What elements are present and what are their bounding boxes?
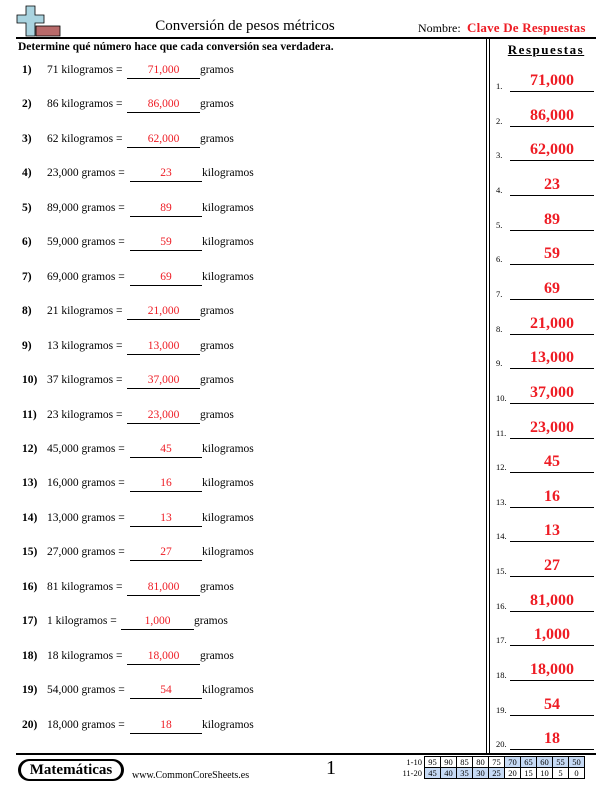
- problem-row: [0, 477, 480, 497]
- answer-blank[interactable]: 27: [130, 546, 202, 561]
- problem-unit: kilogramos: [202, 684, 254, 697]
- answer-blank[interactable]: 59: [130, 236, 202, 251]
- problem-expression: 13 kilogramos =: [47, 339, 123, 352]
- answer-key-number: 10.: [496, 392, 507, 403]
- answer-blank[interactable]: 18,000: [127, 650, 200, 665]
- problem-number: 15): [22, 546, 38, 559]
- problem-row: [0, 340, 480, 360]
- answer-key-value: 37,000: [510, 383, 594, 404]
- answer-blank[interactable]: 13: [130, 512, 202, 527]
- brand-label: Matemáticas: [21, 761, 121, 779]
- answer-key-number: 13.: [496, 496, 507, 507]
- problem-number: 7): [22, 270, 32, 283]
- problem-row: [0, 133, 480, 153]
- problem-unit: gramos: [200, 374, 234, 387]
- answer-key-row: [494, 313, 598, 335]
- score-row: [425, 768, 585, 779]
- answer-key-value: 16: [510, 487, 594, 508]
- problem-unit: kilogramos: [202, 236, 254, 249]
- page-number: 1: [326, 757, 336, 779]
- score-cell: 0: [569, 768, 585, 779]
- answer-key-row: [494, 555, 598, 577]
- problem-row: [0, 546, 480, 566]
- score-cell: 75: [489, 757, 505, 768]
- answer-blank[interactable]: 21,000: [127, 305, 200, 320]
- problem-row: [0, 581, 480, 601]
- score-cell: 80: [473, 757, 489, 768]
- problem-unit: gramos: [200, 305, 234, 318]
- problem-expression: 69,000 gramos =: [47, 270, 125, 283]
- problem-unit: gramos: [200, 408, 234, 421]
- answer-key-value: 18,000: [510, 660, 594, 681]
- answer-key-value: 59: [510, 244, 594, 265]
- problem-number: 19): [22, 684, 38, 697]
- problem-expression: 23 kilogramos =: [47, 408, 123, 421]
- score-cell: 65: [521, 757, 537, 768]
- problem-unit: gramos: [194, 615, 228, 628]
- answer-key-value: 18: [510, 729, 594, 750]
- answer-blank[interactable]: 81,000: [127, 581, 200, 596]
- answer-key-row: [494, 486, 598, 508]
- worksheet-title: Conversión de pesos métricos: [155, 18, 335, 34]
- score-cell: 95: [425, 757, 441, 768]
- answer-key-value: 71,000: [510, 71, 594, 92]
- problem-number: 10): [22, 374, 38, 387]
- score-cell: 25: [489, 768, 505, 779]
- answer-key-number: 6.: [496, 254, 503, 265]
- name-label: Nombre:: [418, 21, 461, 35]
- answer-blank[interactable]: 1,000: [121, 615, 194, 630]
- answer-blank[interactable]: 23,000: [127, 409, 200, 424]
- problem-row: [0, 409, 480, 429]
- answer-blank[interactable]: 89: [130, 202, 202, 217]
- problem-expression: 71 kilogramos =: [47, 64, 123, 76]
- problem-unit: kilogramos: [202, 511, 254, 524]
- answer-key-value: 89: [510, 210, 594, 231]
- problem-unit: kilogramos: [202, 442, 254, 455]
- answer-key-row: [494, 139, 598, 161]
- problem-row: [0, 271, 480, 291]
- answer-key-number: 4.: [496, 184, 503, 195]
- problem-number: 11): [22, 408, 37, 421]
- problem-number: 3): [22, 132, 32, 145]
- answer-key-row: [494, 243, 598, 265]
- answer-blank[interactable]: 23: [130, 167, 202, 182]
- problem-expression: 89,000 gramos =: [47, 201, 125, 214]
- score-cell: 60: [537, 757, 553, 768]
- answer-key-number: 20.: [496, 739, 507, 750]
- answer-key-row: [494, 70, 598, 92]
- answer-key-row: [494, 728, 598, 750]
- answer-key-number: 9.: [496, 358, 503, 369]
- answer-key-value: 54: [510, 695, 594, 716]
- score-row-label: 1-10: [406, 757, 422, 767]
- problem-row: [0, 167, 480, 187]
- answer-key-row: [494, 105, 598, 127]
- problem-expression: 27,000 gramos =: [47, 546, 125, 559]
- answer-key-number: 16.: [496, 600, 507, 611]
- problem-unit: kilogramos: [202, 201, 254, 214]
- answer-blank[interactable]: 71,000: [127, 64, 200, 79]
- answer-key-row: [494, 520, 598, 542]
- problem-row: [0, 650, 480, 670]
- problem-unit: kilogramos: [202, 546, 254, 559]
- score-cell: 45: [425, 768, 441, 779]
- answer-key-number: 1.: [496, 81, 503, 91]
- answer-key-value: 45: [510, 452, 594, 473]
- answer-key-value: 1,000: [510, 625, 594, 646]
- problem-unit: kilogramos: [202, 167, 254, 180]
- answer-key-row: [494, 659, 598, 681]
- problem-row: [0, 615, 480, 635]
- problem-row: [0, 64, 480, 84]
- problem-row: [0, 305, 480, 325]
- problem-expression: 86 kilogramos =: [47, 98, 123, 111]
- score-cell: 85: [457, 757, 473, 768]
- answer-key-value: 69: [510, 279, 594, 300]
- answer-key-row: [494, 174, 598, 196]
- score-cell: 90: [441, 757, 457, 768]
- answer-key-row: [494, 209, 598, 231]
- problem-unit: gramos: [200, 339, 234, 352]
- problem-expression: 16,000 gramos =: [47, 477, 125, 490]
- answer-key-number: 12.: [496, 462, 507, 473]
- problem-number: 1): [22, 64, 32, 76]
- score-cell: 40: [441, 768, 457, 779]
- score-row-labels: [392, 757, 422, 779]
- answer-blank[interactable]: 69: [130, 271, 202, 286]
- problem-expression: 1 kilogramos =: [47, 615, 117, 628]
- problem-number: 13): [22, 477, 38, 490]
- score-cell: 10: [537, 768, 553, 779]
- answer-key-row: [494, 417, 598, 439]
- answer-key-row: [494, 624, 598, 646]
- answer-key-value: 27: [510, 556, 594, 577]
- footer-divider: [16, 753, 596, 755]
- score-cell: 5: [553, 768, 569, 779]
- problem-expression: 54,000 gramos =: [47, 684, 125, 697]
- answer-key-value: 86,000: [510, 106, 594, 127]
- problem-expression: 45,000 gramos =: [47, 442, 125, 455]
- name-value: Clave De Respuestas: [467, 20, 586, 35]
- site-url: www.CommonCoreSheets.es: [132, 770, 250, 781]
- answer-key-value: 13: [510, 521, 594, 542]
- answer-key-number: 7.: [496, 288, 503, 299]
- problem-unit: gramos: [200, 132, 234, 145]
- answer-key-value: 23,000: [510, 418, 594, 439]
- problem-expression: 62 kilogramos =: [47, 132, 123, 145]
- problem-number: 20): [22, 718, 38, 731]
- problem-number: 14): [22, 511, 38, 524]
- answer-key-number: 3.: [496, 150, 503, 161]
- answer-key-number: 15.: [496, 566, 507, 577]
- answer-blank[interactable]: 16: [130, 477, 202, 492]
- answer-key-number: 11.: [496, 427, 507, 438]
- answer-key-number: 14.: [496, 531, 507, 542]
- problem-row: [0, 512, 480, 532]
- score-cell: 15: [521, 768, 537, 779]
- answer-key-number: 8.: [496, 323, 503, 334]
- problem-row: [0, 374, 480, 394]
- problem-unit: gramos: [200, 649, 234, 662]
- answer-blank[interactable]: 13,000: [127, 340, 200, 355]
- score-cell: 55: [553, 757, 569, 768]
- answer-blank[interactable]: 54: [130, 684, 202, 699]
- answer-key-row: [494, 382, 598, 404]
- problem-row: [0, 719, 480, 739]
- problem-row: [0, 236, 480, 256]
- problem-row: [0, 98, 480, 118]
- answer-key-number: 2.: [496, 115, 503, 126]
- answer-key-number: 17.: [496, 635, 507, 646]
- answer-key-row: [494, 694, 598, 716]
- score-table: [424, 756, 585, 779]
- problem-number: 17): [22, 615, 38, 628]
- column-divider-right: [489, 39, 490, 753]
- problem-number: 16): [22, 580, 38, 593]
- problem-unit: gramos: [200, 580, 234, 593]
- answer-key-value: 13,000: [510, 348, 594, 369]
- problem-number: 9): [22, 339, 32, 352]
- problem-expression: 13,000 gramos =: [47, 511, 125, 524]
- score-cell: 50: [569, 757, 585, 768]
- answer-key-number: 5.: [496, 219, 503, 230]
- problem-unit: gramos: [200, 98, 234, 111]
- score-cell: 35: [457, 768, 473, 779]
- answer-key-value: 62,000: [510, 140, 594, 161]
- answer-blank[interactable]: 86,000: [127, 98, 200, 113]
- problem-row: [0, 202, 480, 222]
- problem-unit: kilogramos: [202, 477, 254, 490]
- score-cell: 70: [505, 757, 521, 768]
- score-row-label: 11-20: [402, 768, 422, 778]
- answer-blank[interactable]: 62,000: [127, 133, 200, 148]
- header-divider: [16, 37, 596, 39]
- answer-key-row: [494, 347, 598, 369]
- problem-expression: 21 kilogramos =: [47, 305, 123, 318]
- problem-number: 18): [22, 649, 38, 662]
- brand-badge: [18, 759, 124, 781]
- answer-key-number: 18.: [496, 670, 507, 681]
- answers-header: Respuestas: [507, 42, 585, 57]
- problem-expression: 81 kilogramos =: [47, 580, 123, 593]
- problem-number: 8): [22, 305, 32, 318]
- problem-number: 5): [22, 201, 32, 214]
- answer-key-number: 19.: [496, 704, 507, 715]
- score-row: [425, 757, 585, 768]
- problem-expression: 18 kilogramos =: [47, 649, 123, 662]
- score-cell: 30: [473, 768, 489, 779]
- problem-number: 6): [22, 236, 32, 249]
- problem-expression: 37 kilogramos =: [47, 374, 123, 387]
- answer-key-value: 21,000: [510, 314, 594, 335]
- answer-blank[interactable]: 45: [130, 443, 202, 458]
- answer-key-row: [494, 278, 598, 300]
- problem-number: 12): [22, 442, 38, 455]
- answer-key-row: [494, 451, 598, 473]
- answer-key-value: 23: [510, 175, 594, 196]
- answer-blank[interactable]: 18: [130, 719, 202, 734]
- problem-unit: gramos: [200, 64, 234, 76]
- problem-row: [0, 443, 480, 463]
- answer-blank[interactable]: 37,000: [127, 374, 200, 389]
- problem-expression: 18,000 gramos =: [47, 718, 125, 731]
- answer-key-value: 81,000: [510, 591, 594, 612]
- score-cell: 20: [505, 768, 521, 779]
- problem-expression: 59,000 gramos =: [47, 236, 125, 249]
- column-divider-left: [486, 39, 487, 753]
- problem-number: 4): [22, 167, 32, 180]
- answer-key-row: [494, 590, 598, 612]
- instructions: Determine qué número hace que cada conversión sea verdadera.: [18, 41, 334, 53]
- problem-expression: 23,000 gramos =: [47, 167, 125, 180]
- problem-unit: kilogramos: [202, 718, 254, 731]
- problem-number: 2): [22, 98, 32, 111]
- problem-row: [0, 684, 480, 704]
- problem-unit: kilogramos: [202, 270, 254, 283]
